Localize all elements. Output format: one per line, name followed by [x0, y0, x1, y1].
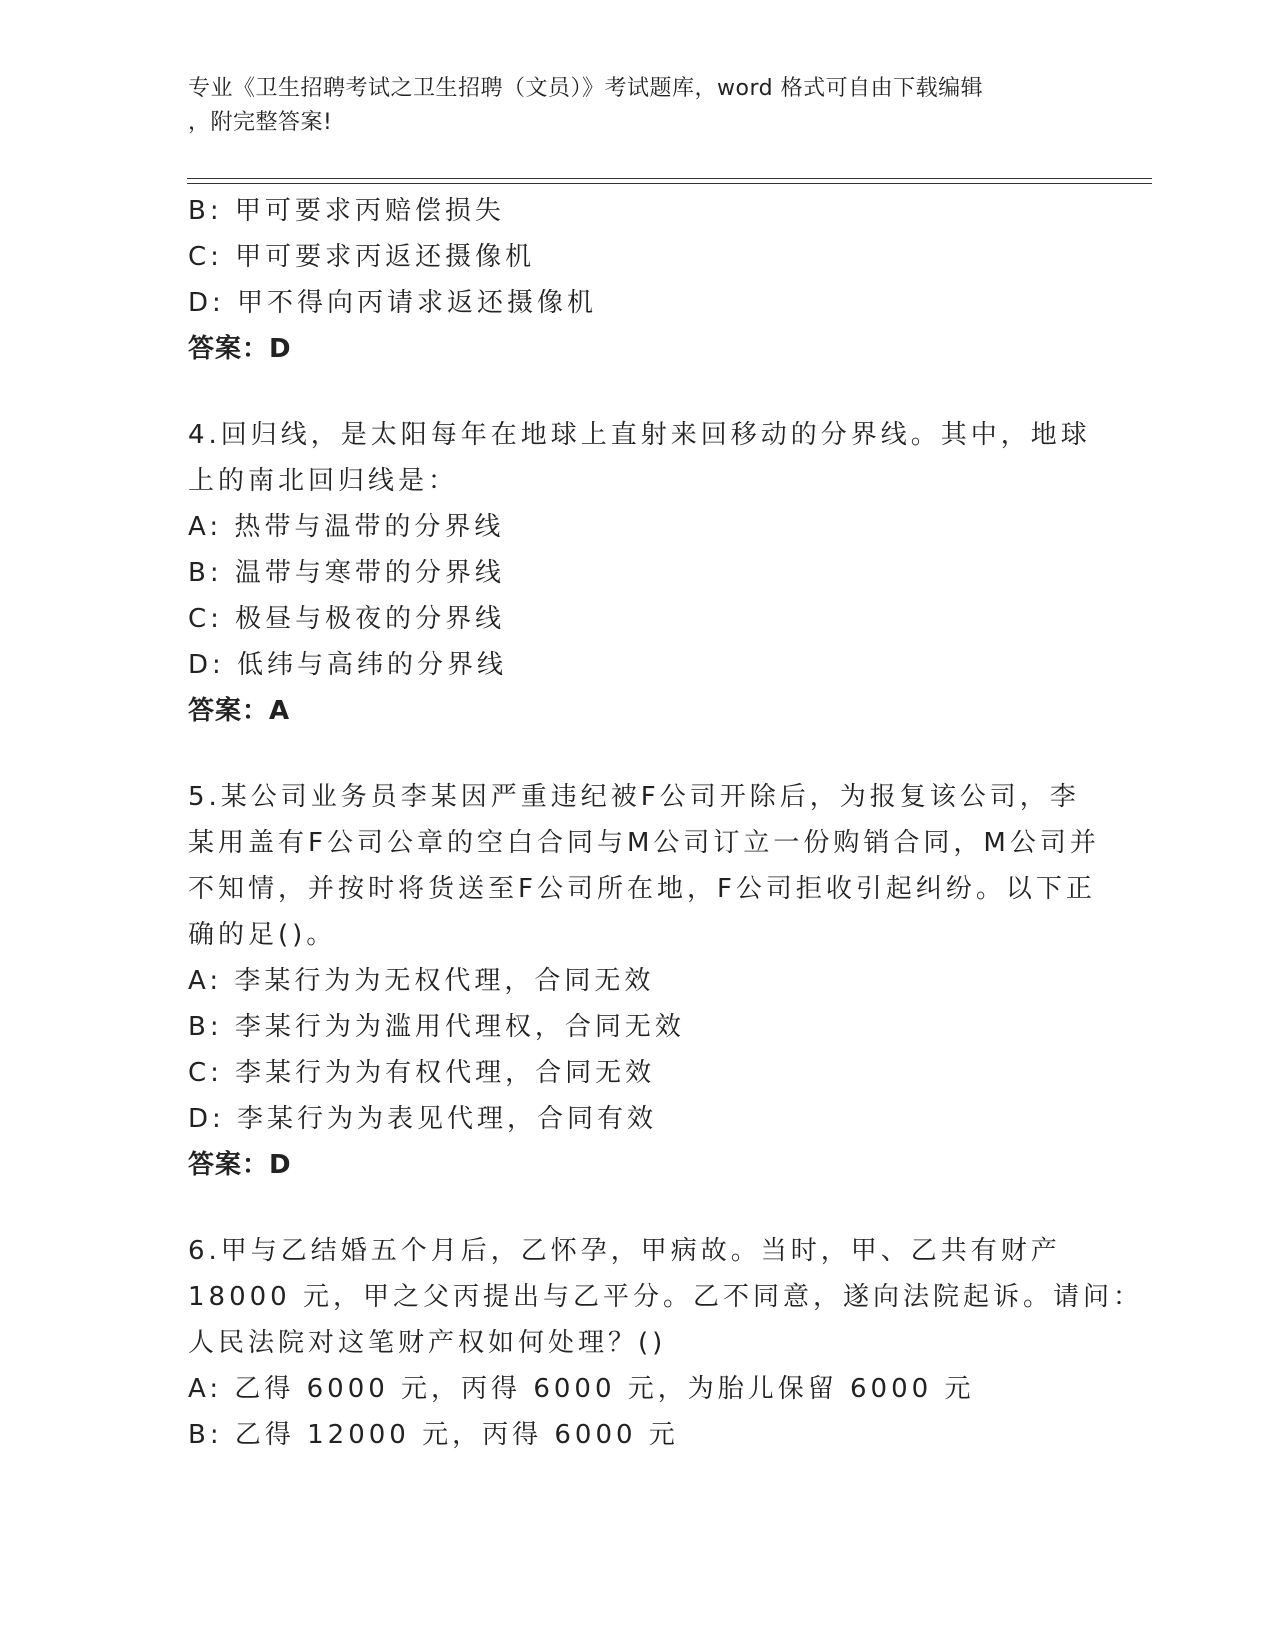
question-stem-line: 人民法院对这笔财产权如何处理？() [188, 1328, 667, 1358]
question-spacer [188, 734, 1088, 774]
answer: 答案：D [188, 1150, 292, 1180]
question-stem-line: 6.甲与乙结婚五个月后，乙怀孕，甲病故。当时，甲、乙共有财产 [188, 1236, 1061, 1266]
option-c: C: 甲可要求丙返还摄像机 [188, 242, 536, 272]
question-5 [188, 774, 1100, 1188]
document-header [188, 72, 1068, 140]
question-spacer [188, 1188, 1088, 1228]
question-stem-line: 18000 元，甲之父丙提出与乙平分。乙不同意，遂向法院起诉。请问： [188, 1282, 1143, 1312]
question-spacer [188, 372, 1088, 412]
option-d: D: 李某行为为表见代理，合同有效 [188, 1104, 658, 1134]
header-line-2: ，附完整答案! [188, 110, 333, 135]
option-a: A: 热带与温带的分界线 [188, 512, 505, 542]
question-stem-line: 5.某公司业务员李某因严重违纪被F公司开除后，为报复该公司，李 [188, 782, 1080, 812]
header-divider-top [187, 178, 1152, 179]
question-4 [188, 412, 1091, 734]
option-b: B: 温带与寒带的分界线 [188, 558, 505, 588]
answer: 答案：A [188, 696, 291, 726]
question-stem-line: 不知情，并按时将货送至F公司所在地，F公司拒收引起纠纷。以下正 [188, 874, 1096, 904]
option-b: B: 李某行为为滥用代理权，合同无效 [188, 1012, 685, 1042]
question-stem-line: 上的南北回归线是： [188, 466, 459, 496]
option-c: C: 李某行为为有权代理，合同无效 [188, 1058, 656, 1088]
question-stem-line: 4.回归线，是太阳每年在地球上直射来回移动的分界线。其中，地球 [188, 420, 1091, 450]
option-b: B: 甲可要求丙赔偿损失 [188, 196, 505, 226]
option-a: A: 李某行为为无权代理，合同无效 [188, 966, 655, 996]
question-stem-line: 某用盖有F公司公章的空白合同与M公司订立一份购销合同，M公司并 [188, 828, 1100, 858]
option-b: B: 乙得 12000 元，丙得 6000 元 [188, 1420, 679, 1450]
option-a: A: 乙得 6000 元，丙得 6000 元，为胎儿保留 6000 元 [188, 1374, 975, 1404]
question-3 [188, 188, 1088, 372]
option-d: D: 低纬与高纬的分界线 [188, 650, 508, 680]
header-divider-bottom [187, 183, 1152, 184]
question-stem-line: 确的足()。 [188, 920, 337, 950]
option-c: C: 极昼与极夜的分界线 [188, 604, 506, 634]
question-6 [188, 1228, 1143, 1458]
question-list [188, 188, 1143, 1458]
option-d: D: 甲不得向丙请求返还摄像机 [188, 288, 598, 318]
header-line-1: 专业《卫生招聘考试之卫生招聘（文员）》考试题库，word 格式可自由下载编辑 [188, 76, 984, 101]
answer: 答案：D [188, 334, 292, 364]
